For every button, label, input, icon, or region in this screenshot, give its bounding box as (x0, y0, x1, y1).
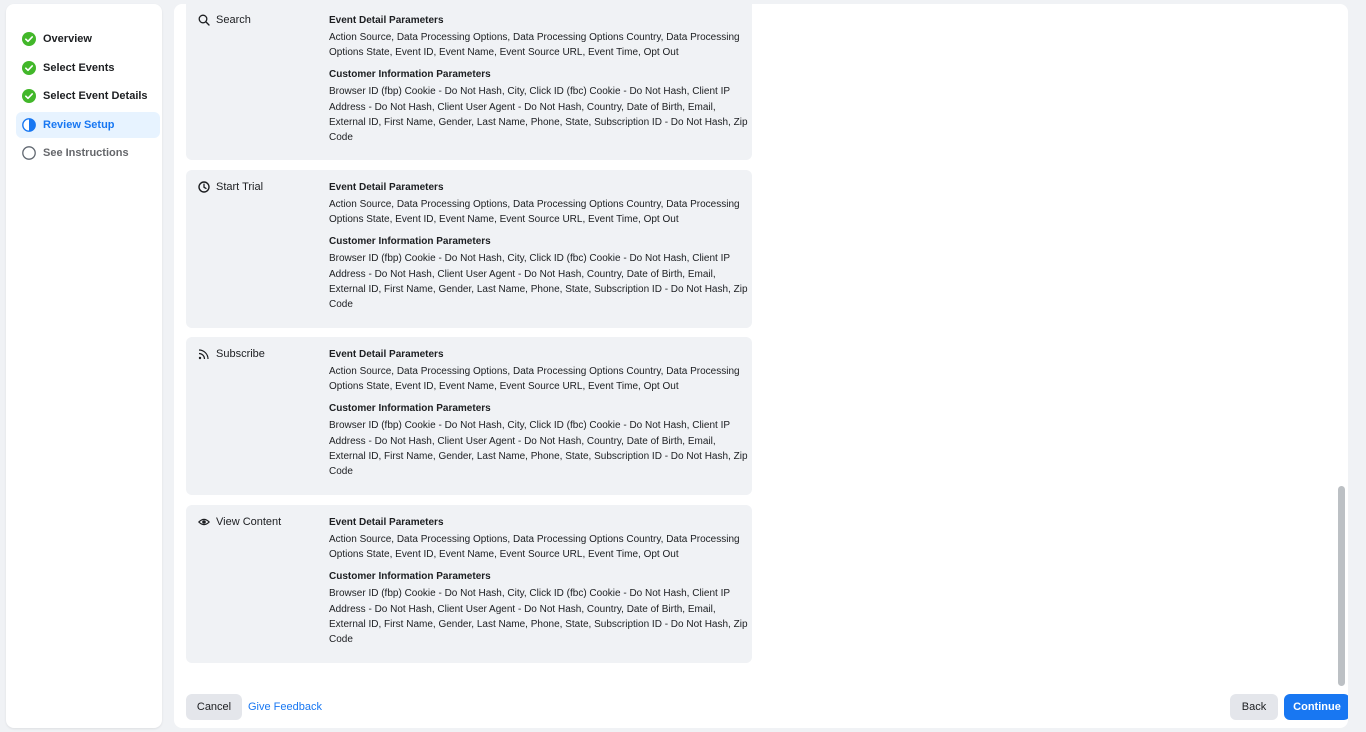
event-parameters (329, 14, 749, 153)
step-select-event-details[interactable] (16, 83, 160, 109)
event-detail-title: Event Detail Parameters (329, 15, 444, 26)
empty-circle-icon (22, 146, 36, 160)
customer-info-text: Browser ID (fbp) Cookie - Do Not Hash, City, Click ID (fbc) Cookie - Do Not Hash, Client IP Address - Do Not Hash, Client User Agent - Do Not Hash, Country, Date of Birth, Email, External ID, First Name, Gender, Last Name, Phone, State, Subscription ID - Do Not Hash, Zip Code (329, 420, 748, 478)
clock-icon (198, 181, 210, 193)
customer-info-text: Browser ID (fbp) Cookie - Do Not Hash, City, Click ID (fbc) Cookie - Do Not Hash, Client IP Address - Do Not Hash, Client User Agent - Do Not Hash, Country, Date of Birth, Email, External ID, First Name, Gender, Last Name, Phone, State, Subscription ID - Do Not Hash, Zip Code (329, 253, 748, 311)
customer-info-title: Customer Information Parameters (329, 69, 491, 81)
event-card-view-content (186, 505, 752, 663)
event-parameters (329, 181, 749, 320)
customer-info-title: Customer Information Parameters (329, 403, 491, 415)
step-select-events[interactable] (16, 55, 160, 81)
check-circle-icon (22, 89, 36, 103)
event-detail-title: Event Detail Parameters (329, 349, 444, 360)
give-feedback-link[interactable]: Give Feedback (248, 701, 322, 713)
event-detail-title: Event Detail Parameters (329, 517, 444, 528)
setup-steps-sidebar (6, 4, 162, 728)
customer-info-text: Browser ID (fbp) Cookie - Do Not Hash, City, Click ID (fbc) Cookie - Do Not Hash, Client IP Address - Do Not Hash, Client User Agent - Do Not Hash, Country, Date of Birth, Email, External ID, First Name, Gender, Last Name, Phone, State, Subscription ID - Do Not Hash, Zip Code (329, 86, 748, 144)
event-detail-text: Action Source, Data Processing Options, Data Processing Options Country, Data Processing Options State, Event ID, Event Name, Event Source URL, Event Time, Opt Out (329, 366, 740, 393)
cancel-button[interactable]: Cancel (186, 694, 242, 720)
event-name: Subscribe (198, 348, 265, 360)
steps-list (16, 26, 160, 169)
event-detail-text: Action Source, Data Processing Options, Data Processing Options Country, Data Processing Options State, Event ID, Event Name, Event Source URL, Event Time, Opt Out (329, 534, 740, 561)
scrollbar-thumb[interactable] (1338, 486, 1345, 686)
step-label: Review Setup (43, 118, 115, 131)
check-circle-icon (22, 61, 36, 75)
event-detail-text: Action Source, Data Processing Options, Data Processing Options Country, Data Processing Options State, Event ID, Event Name, Event Source URL, Event Time, Opt Out (329, 199, 740, 226)
customer-info-text: Browser ID (fbp) Cookie - Do Not Hash, City, Click ID (fbc) Cookie - Do Not Hash, Client IP Address - Do Not Hash, Client User Agent - Do Not Hash, Country, Date of Birth, Email, External ID, First Name, Gender, Last Name, Phone, State, Subscription ID - Do Not Hash, Zip Code (329, 588, 748, 646)
step-label: See Instructions (43, 147, 129, 159)
event-name: View Content (198, 516, 281, 528)
event-card-subscribe (186, 337, 752, 495)
customer-info-title: Customer Information Parameters (329, 571, 491, 583)
event-parameters (329, 348, 749, 487)
half-circle-icon (22, 118, 36, 132)
continue-button[interactable]: Continue (1284, 694, 1348, 720)
event-card-search (186, 4, 752, 160)
step-label: Overview (43, 33, 92, 45)
search-icon (198, 14, 210, 26)
back-button[interactable]: Back (1230, 694, 1278, 720)
customer-info-title: Customer Information Parameters (329, 236, 491, 248)
eye-icon (198, 516, 210, 528)
step-label: Select Event Details (43, 90, 148, 102)
footer-actions (174, 694, 1348, 724)
event-detail-text: Action Source, Data Processing Options, Data Processing Options Country, Data Processing Options State, Event ID, Event Name, Event Source URL, Event Time, Opt Out (329, 32, 740, 59)
event-detail-title: Event Detail Parameters (329, 182, 444, 193)
event-card-start-trial (186, 170, 752, 328)
review-setup-panel (174, 4, 1348, 728)
step-review-setup[interactable] (16, 112, 160, 138)
rss-icon (198, 348, 210, 360)
step-label: Select Events (43, 61, 115, 74)
step-overview[interactable] (16, 26, 160, 52)
step-see-instructions[interactable] (16, 140, 160, 166)
check-circle-icon (22, 32, 36, 46)
event-name: Search (198, 14, 251, 26)
event-parameters (329, 516, 749, 655)
event-name: Start Trial (198, 181, 263, 193)
